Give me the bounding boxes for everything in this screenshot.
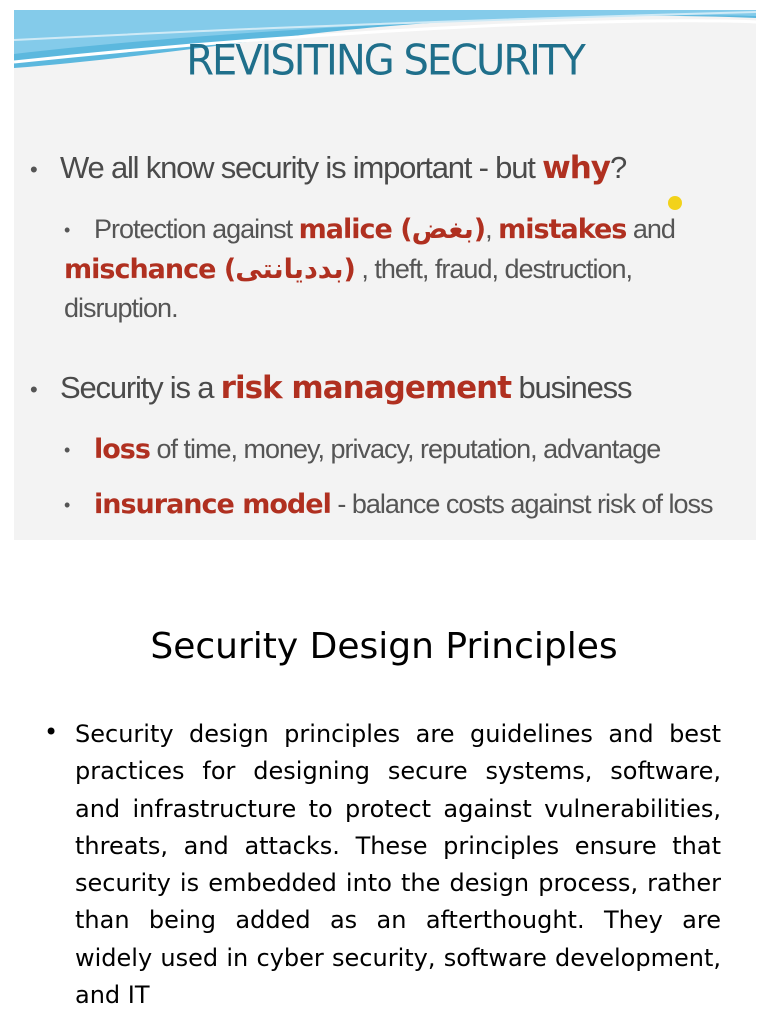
sub-bullet-dot: • xyxy=(64,220,70,241)
disruption-text: disruption. xyxy=(64,293,178,324)
sub-bullet-dot: • xyxy=(64,495,70,516)
bullet-text: We all know security is important - but xyxy=(60,150,543,185)
bullet-why xyxy=(30,150,626,186)
document-paragraph: Security design principles are guidelines and best practices for designing secure systems, software, and infrastructure to protect against vulnerabilities, threats, and attacks. These principles ensure that security is embedded into the design process, rather than being added as an afterthought. They are widely used in cyber security, software development, and IT xyxy=(75,720,721,1010)
pointer-dot xyxy=(668,196,682,210)
highlight-insurance-model: insurance model xyxy=(94,489,331,520)
bullet-suffix: ? xyxy=(609,150,627,185)
slide-title: REVISITING SECURITY xyxy=(186,36,584,86)
protection-text: Protection against xyxy=(94,214,299,244)
sub-bullet-dot: • xyxy=(64,440,70,461)
highlight-malice: malice (بغض) xyxy=(298,214,486,245)
bullet-text: Security is a xyxy=(60,370,221,405)
sub-bullet-insurance xyxy=(64,485,713,525)
sub-bullet-loss xyxy=(64,430,660,470)
highlight-loss: loss xyxy=(94,434,150,465)
bullet-dot: • xyxy=(30,376,37,402)
highlight-mischance: mischance (بدديانتى) xyxy=(64,254,355,286)
highlight-risk-management: risk management xyxy=(220,370,512,406)
highlight-mistakes: mistakes xyxy=(498,214,627,245)
comma-text: , xyxy=(485,214,499,244)
and-text: and xyxy=(626,214,675,244)
sub-bullet-protection xyxy=(64,210,724,328)
document-heading: Security Design Principles xyxy=(150,626,618,667)
paragraph-bullet: • xyxy=(44,718,59,746)
insurance-text: - balance costs against risk of loss xyxy=(330,489,713,519)
highlight-why: why xyxy=(542,150,610,186)
slide-image xyxy=(14,10,756,540)
bullet-dot: • xyxy=(30,156,37,182)
loss-text: of time, money, privacy, reputation, advantage xyxy=(149,434,661,464)
theft-text: , theft, fraud, destruction, xyxy=(354,254,633,285)
bullet-suffix: business xyxy=(511,370,632,405)
bullet-risk xyxy=(30,370,631,406)
